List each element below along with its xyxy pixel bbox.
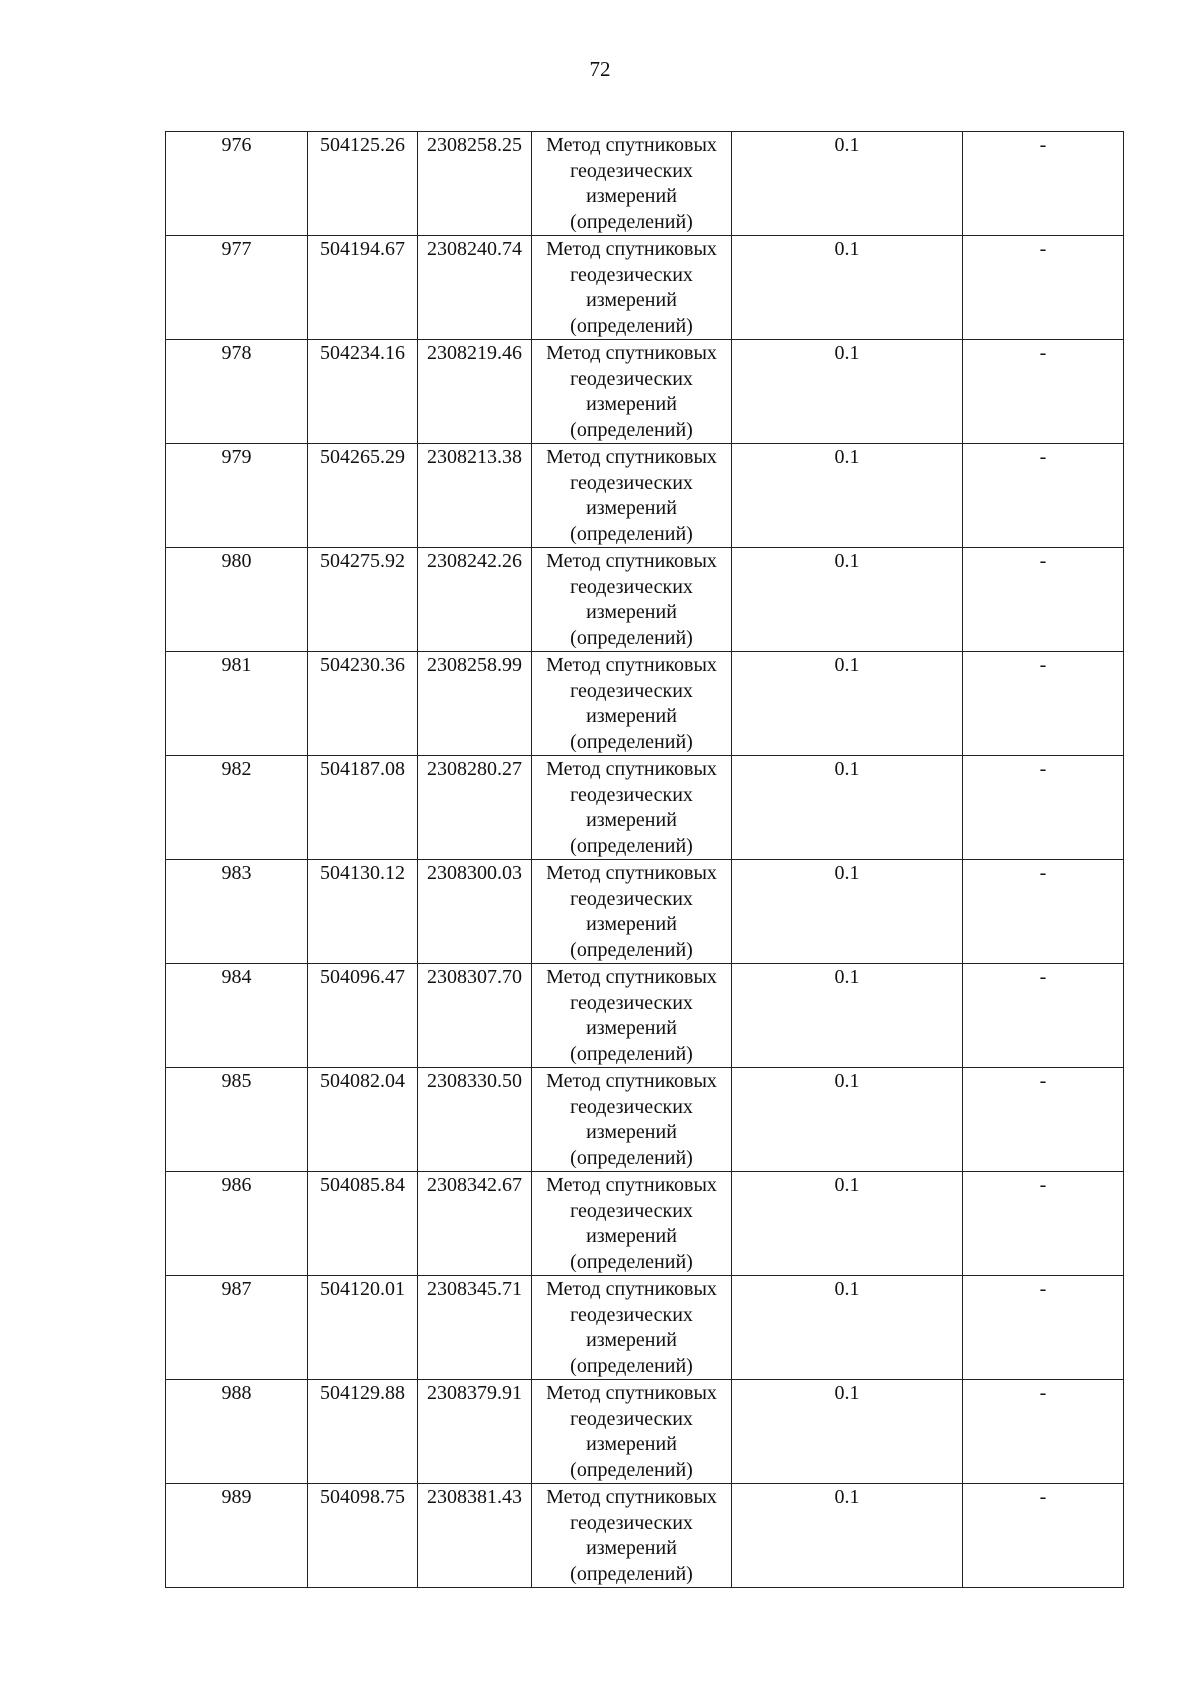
x-coordinate-cell: 504120.01 [308, 1276, 418, 1380]
method-cell [532, 548, 732, 652]
point-number-cell: 981 [166, 652, 308, 756]
method-line: геодезических [570, 991, 693, 1014]
x-coordinate-cell: 504082.04 [308, 1068, 418, 1172]
accuracy-cell: 0.1 [732, 652, 963, 756]
method-line: (определений) [570, 418, 693, 441]
method-line: Метод спутниковых [546, 1070, 717, 1092]
accuracy-cell: 0.1 [732, 756, 963, 860]
y-coordinate-cell: 2308280.27 [418, 756, 532, 860]
method-line: измерений [586, 393, 677, 415]
method-line: Метод спутниковых [546, 1382, 717, 1404]
method-cell [532, 756, 732, 860]
method-line: измерений [586, 601, 677, 623]
method-line: (определений) [570, 1146, 693, 1169]
point-number-cell: 984 [166, 964, 308, 1068]
table-row [166, 964, 1124, 1068]
description-cell: - [963, 236, 1124, 340]
method-line: (определений) [570, 1042, 693, 1065]
x-coordinate-cell: 504275.92 [308, 548, 418, 652]
method-line: Метод спутниковых [546, 342, 717, 364]
y-coordinate-cell: 2308300.03 [418, 860, 532, 964]
method-line: (определений) [570, 626, 693, 649]
method-line: измерений [586, 1225, 677, 1247]
method-line: геодезических [570, 1511, 693, 1534]
accuracy-cell: 0.1 [732, 548, 963, 652]
coordinates-table [165, 131, 1124, 1588]
method-line: измерений [586, 1017, 677, 1039]
method-line: геодезических [570, 575, 693, 598]
table-row [166, 860, 1124, 964]
point-number-cell: 983 [166, 860, 308, 964]
description-cell: - [963, 132, 1124, 236]
method-line: Метод спутниковых [546, 966, 717, 988]
accuracy-cell: 0.1 [732, 236, 963, 340]
method-line: Метод спутниковых [546, 1486, 717, 1508]
table-row [166, 1276, 1124, 1380]
table-row [166, 652, 1124, 756]
description-cell: - [963, 548, 1124, 652]
y-coordinate-cell: 2308330.50 [418, 1068, 532, 1172]
method-line: (определений) [570, 210, 693, 233]
method-line: геодезических [570, 783, 693, 806]
table-row [166, 756, 1124, 860]
x-coordinate-cell: 504187.08 [308, 756, 418, 860]
method-line: геодезических [570, 1199, 693, 1222]
method-line: (определений) [570, 314, 693, 337]
point-number-cell: 985 [166, 1068, 308, 1172]
method-cell [532, 1172, 732, 1276]
accuracy-cell: 0.1 [732, 1484, 963, 1588]
method-cell [532, 132, 732, 236]
accuracy-cell: 0.1 [732, 1172, 963, 1276]
accuracy-cell: 0.1 [732, 132, 963, 236]
y-coordinate-cell: 2308381.43 [418, 1484, 532, 1588]
description-cell: - [963, 964, 1124, 1068]
method-line: геодезических [570, 471, 693, 494]
method-line: (определений) [570, 1250, 693, 1273]
method-line: измерений [586, 1121, 677, 1143]
table-row [166, 444, 1124, 548]
x-coordinate-cell: 504265.29 [308, 444, 418, 548]
method-line: Метод спутниковых [546, 1278, 717, 1300]
y-coordinate-cell: 2308258.25 [418, 132, 532, 236]
method-line: (определений) [570, 730, 693, 753]
point-number-cell: 986 [166, 1172, 308, 1276]
table-row [166, 1380, 1124, 1484]
method-line: геодезических [570, 1407, 693, 1430]
point-number-cell: 989 [166, 1484, 308, 1588]
method-cell [532, 1068, 732, 1172]
method-cell [532, 964, 732, 1068]
table-row [166, 1172, 1124, 1276]
table-row [166, 1484, 1124, 1588]
method-line: Метод спутниковых [546, 654, 717, 676]
method-line: Метод спутниковых [546, 134, 717, 156]
method-line: (определений) [570, 522, 693, 545]
table-row [166, 236, 1124, 340]
method-line: Метод спутниковых [546, 862, 717, 884]
description-cell: - [963, 756, 1124, 860]
x-coordinate-cell: 504234.16 [308, 340, 418, 444]
page-number: 72 [589, 57, 611, 81]
method-cell [532, 1276, 732, 1380]
method-line: геодезических [570, 679, 693, 702]
x-coordinate-cell: 504096.47 [308, 964, 418, 1068]
x-coordinate-cell: 504194.67 [308, 236, 418, 340]
description-cell: - [963, 1068, 1124, 1172]
table-row [166, 1068, 1124, 1172]
method-cell [532, 1484, 732, 1588]
method-line: измерений [586, 497, 677, 519]
method-line: геодезических [570, 367, 693, 390]
x-coordinate-cell: 504085.84 [308, 1172, 418, 1276]
point-number-cell: 988 [166, 1380, 308, 1484]
description-cell: - [963, 1276, 1124, 1380]
x-coordinate-cell: 504125.26 [308, 132, 418, 236]
method-cell [532, 340, 732, 444]
accuracy-cell: 0.1 [732, 1068, 963, 1172]
method-line: Метод спутниковых [546, 1174, 717, 1196]
description-cell: - [963, 1380, 1124, 1484]
y-coordinate-cell: 2308240.74 [418, 236, 532, 340]
method-line: измерений [586, 913, 677, 935]
method-line: измерений [586, 1433, 677, 1455]
point-number-cell: 978 [166, 340, 308, 444]
method-line: измерений [586, 1537, 677, 1559]
x-coordinate-cell: 504098.75 [308, 1484, 418, 1588]
point-number-cell: 980 [166, 548, 308, 652]
table-row [166, 132, 1124, 236]
description-cell: - [963, 652, 1124, 756]
point-number-cell: 979 [166, 444, 308, 548]
method-line: (определений) [570, 1458, 693, 1481]
method-line: геодезических [570, 263, 693, 286]
y-coordinate-cell: 2308342.67 [418, 1172, 532, 1276]
method-line: измерений [586, 289, 677, 311]
table-row [166, 548, 1124, 652]
y-coordinate-cell: 2308213.38 [418, 444, 532, 548]
x-coordinate-cell: 504129.88 [308, 1380, 418, 1484]
y-coordinate-cell: 2308258.99 [418, 652, 532, 756]
y-coordinate-cell: 2308219.46 [418, 340, 532, 444]
accuracy-cell: 0.1 [732, 1380, 963, 1484]
method-line: измерений [586, 809, 677, 831]
method-cell [532, 236, 732, 340]
accuracy-cell: 0.1 [732, 1276, 963, 1380]
accuracy-cell: 0.1 [732, 340, 963, 444]
method-cell [532, 652, 732, 756]
method-cell [532, 860, 732, 964]
method-line: Метод спутниковых [546, 238, 717, 260]
accuracy-cell: 0.1 [732, 444, 963, 548]
method-line: (определений) [570, 1354, 693, 1377]
y-coordinate-cell: 2308379.91 [418, 1380, 532, 1484]
point-number-cell: 977 [166, 236, 308, 340]
method-line: (определений) [570, 938, 693, 961]
point-number-cell: 982 [166, 756, 308, 860]
description-cell: - [963, 1484, 1124, 1588]
method-line: (определений) [570, 1562, 693, 1585]
description-cell: - [963, 860, 1124, 964]
point-number-cell: 976 [166, 132, 308, 236]
accuracy-cell: 0.1 [732, 964, 963, 1068]
point-number-cell: 987 [166, 1276, 308, 1380]
method-cell [532, 444, 732, 548]
method-line: измерений [586, 705, 677, 727]
y-coordinate-cell: 2308307.70 [418, 964, 532, 1068]
accuracy-cell: 0.1 [732, 860, 963, 964]
method-line: геодезических [570, 1095, 693, 1118]
description-cell: - [963, 1172, 1124, 1276]
method-line: геодезических [570, 887, 693, 910]
description-cell: - [963, 444, 1124, 548]
method-line: (определений) [570, 834, 693, 857]
y-coordinate-cell: 2308345.71 [418, 1276, 532, 1380]
method-line: Метод спутниковых [546, 446, 717, 468]
description-cell: - [963, 340, 1124, 444]
method-line: измерений [586, 1329, 677, 1351]
coordinates-table-body [166, 132, 1124, 1588]
table-row [166, 340, 1124, 444]
method-line: геодезических [570, 1303, 693, 1326]
method-line: Метод спутниковых [546, 550, 717, 572]
x-coordinate-cell: 504230.36 [308, 652, 418, 756]
method-line: измерений [586, 185, 677, 207]
y-coordinate-cell: 2308242.26 [418, 548, 532, 652]
method-line: Метод спутниковых [546, 758, 717, 780]
x-coordinate-cell: 504130.12 [308, 860, 418, 964]
method-cell [532, 1380, 732, 1484]
method-line: геодезических [570, 159, 693, 182]
